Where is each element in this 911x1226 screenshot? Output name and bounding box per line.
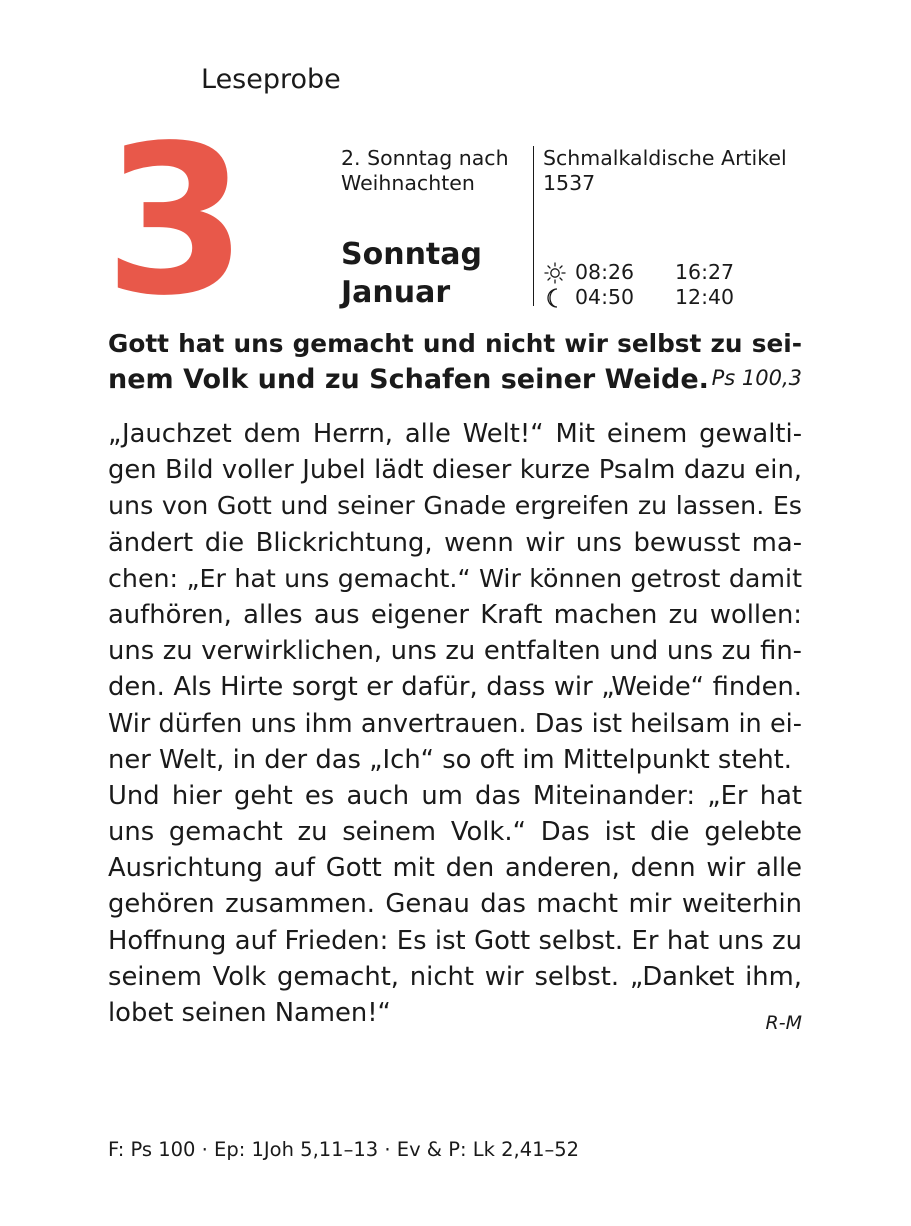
verse-reference: Ps 100,3 <box>711 366 802 390</box>
divider <box>533 146 534 306</box>
text-line: gen Bild voller Jubel lädt dieser kurze Psalm dazu ein, <box>108 455 802 486</box>
motto-verse <box>108 326 802 398</box>
text-line: chen: „Er hat uns gemacht.“ Wir können getrost damit <box>108 563 802 593</box>
text-line: Ausrichtung auf Gott mit den anderen, denn wir alle <box>108 853 802 884</box>
author-initials: R-M <box>765 1012 802 1034</box>
date-heading <box>341 236 482 312</box>
footer-readings: F: Ps 100 · Ep: 1Joh 5,11–13 · Ev & P: Lk 2,41–52 <box>108 1138 580 1161</box>
memorial-line: 1537 <box>543 171 596 195</box>
memorial-line: Schmalkaldische Artikel <box>543 146 787 170</box>
motto-line: nem Volk und zu Schafen seiner Weide. <box>108 364 709 396</box>
text-line: den. Als Hirte sorgt er dafür, dass wir „Weide“ finden. <box>108 672 802 703</box>
text-line: uns zu verwirklichen, uns zu entfalten und uns zu fin- <box>108 636 802 667</box>
text-line: ner Welt, in der das „Ich“ so oft im Mittelpunkt steht. <box>108 744 792 775</box>
page-label: Leseprobe <box>201 64 341 95</box>
text-line: uns gemacht zu seinem Volk.“ Das ist die gelebte <box>108 817 802 848</box>
text-line: aufhören, alles aus eigener Kraft machen zu wollen: <box>108 599 802 630</box>
devotional-text <box>108 416 802 1031</box>
text-line: ändert die Blickrichtung, wenn wir uns bewusst ma- <box>108 527 802 558</box>
moon-icon <box>543 287 567 309</box>
text-line: uns von Gott und seiner Gnade ergreifen zu lassen. Es <box>108 491 802 521</box>
motto-line: Gott hat uns gemacht und nicht wir selbst zu sei- <box>108 329 802 358</box>
text-line: „Jauchzet dem Herrn, alle Welt!“ Mit einem gewalti- <box>108 419 802 449</box>
memorial-note <box>543 146 843 196</box>
text-line: Und hier geht es auch um das Miteinander: „Er hat <box>108 780 802 811</box>
text-line: Wir dürfen uns ihm anvertrauen. Das ist heilsam in ei- <box>108 708 802 739</box>
sun-moon-times <box>543 260 734 310</box>
day-number: 3 <box>104 101 248 341</box>
sunset-time: 16:27 <box>675 260 735 284</box>
sun-icon <box>543 262 567 284</box>
moonrise-time: 04:50 <box>575 285 635 309</box>
moon-times-row <box>543 285 734 310</box>
moonset-time: 12:40 <box>675 285 735 309</box>
month: Januar <box>341 275 451 310</box>
liturgical-day-line: 2. Sonntag nach <box>341 146 509 170</box>
weekday: Sonntag <box>341 237 482 272</box>
text-line: gehören zusammen. Genau das macht mir weiterhin <box>108 889 802 920</box>
text-line: Hoffnung auf Frieden: Es ist Gott selbst. Er hat uns zu <box>108 925 802 956</box>
liturgical-day <box>341 146 531 196</box>
liturgical-day-line: Weihnachten <box>341 171 475 195</box>
text-line: seinem Volk gemacht, nicht wir selbst. „Danket ihm, <box>108 961 802 992</box>
sunrise-time: 08:26 <box>575 260 635 284</box>
sun-times-row <box>543 260 734 285</box>
text-line: lobet seinen Namen!“ <box>108 998 391 1028</box>
